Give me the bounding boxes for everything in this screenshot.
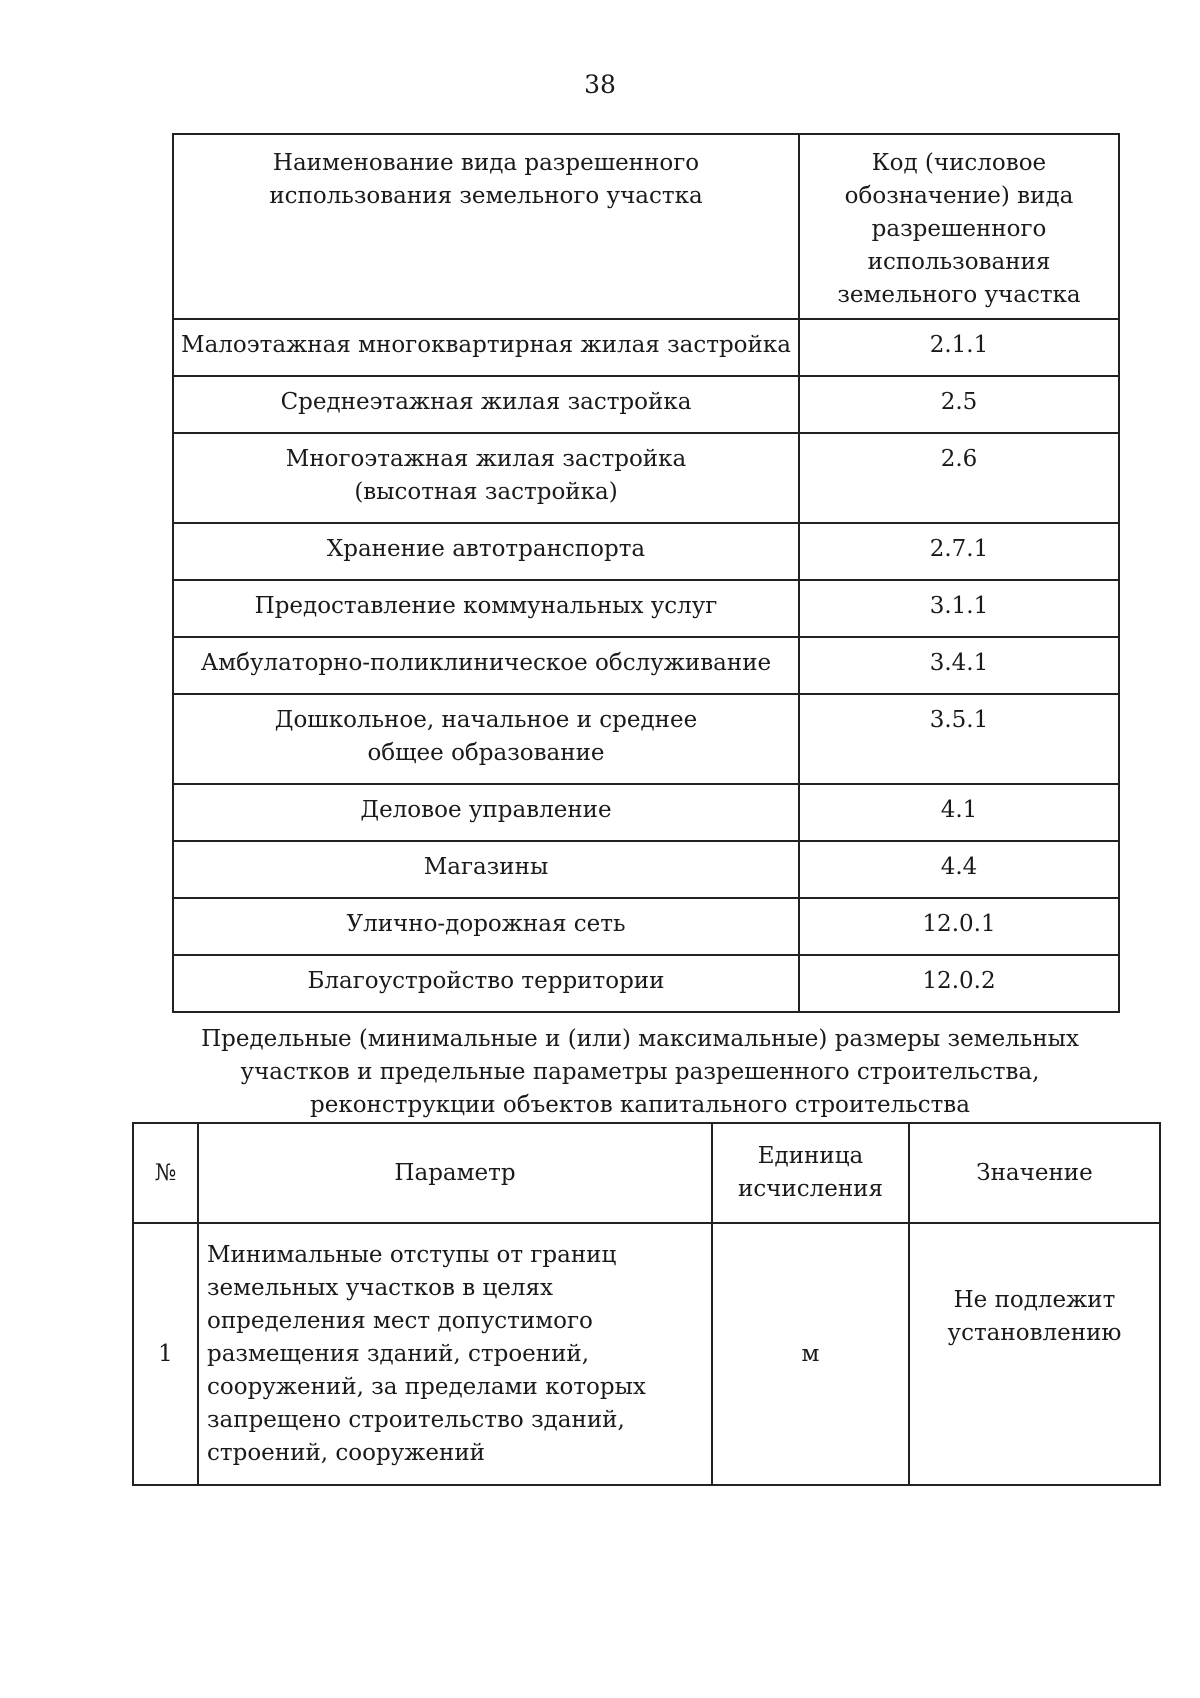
table-row (173, 433, 1119, 523)
table-row (173, 898, 1119, 955)
header-parameter: Параметр (198, 1123, 712, 1223)
use-code-cell: 3.4.1 (799, 637, 1119, 694)
table-row (173, 523, 1119, 580)
use-name-cell: Многоэтажная жилая застройка (высотная застройка) (173, 433, 799, 523)
table-row (133, 1223, 1160, 1485)
table-row (173, 376, 1119, 433)
header-use-code: Код (числовое обозначение) вида разрешенного использования земельного участка (799, 134, 1119, 319)
use-code-cell: 2.6 (799, 433, 1119, 523)
table-row (173, 319, 1119, 376)
use-name-cell: Благоустройство территории (173, 955, 799, 1012)
header-value: Значение (909, 1123, 1160, 1223)
use-code-cell: 12.0.1 (799, 898, 1119, 955)
use-name-cell: Среднеэтажная жилая застройка (173, 376, 799, 433)
use-name-cell: Дошкольное, начальное и среднее общее образование (173, 694, 799, 784)
header-use-name: Наименование вида разрешенного использования земельного участка (173, 134, 799, 319)
use-code-cell: 2.7.1 (799, 523, 1119, 580)
row-number-cell: 1 (133, 1223, 198, 1485)
page-number: 38 (584, 70, 616, 99)
use-name-cell: Амбулаторно-поликлиническое обслуживание (173, 637, 799, 694)
use-code-cell: 2.5 (799, 376, 1119, 433)
parameter-cell: Минимальные отступы от границ земельных участков в целях определения мест допустимого размещения зданий, строений, сооружений, за пределами которых запрещено строительство зданий, строений, сооружений (198, 1223, 712, 1485)
table-row (173, 841, 1119, 898)
use-name-cell: Предоставление коммунальных услуг (173, 580, 799, 637)
use-code-cell: 3.5.1 (799, 694, 1119, 784)
land-use-table (172, 133, 1120, 1013)
section-title: Предельные (минимальные и (или) максимальные) размеры земельных участков и предельные параметры разрешенного строительства, реконструкции объектов капитального строительства (201, 1026, 1079, 1118)
table-row (173, 637, 1119, 694)
table-header-row (133, 1123, 1160, 1223)
table-row (173, 580, 1119, 637)
table-row (173, 784, 1119, 841)
parameters-table (132, 1122, 1161, 1486)
table-row (173, 694, 1119, 784)
table-header-row (173, 134, 1119, 319)
header-unit: Единица исчисления (712, 1123, 909, 1223)
use-name-cell: Малоэтажная многоквартирная жилая застройка (173, 319, 799, 376)
value-cell: Не подлежит установлению (909, 1223, 1160, 1485)
use-code-cell: 3.1.1 (799, 580, 1119, 637)
use-code-cell: 4.1 (799, 784, 1119, 841)
use-code-cell: 4.4 (799, 841, 1119, 898)
use-code-cell: 2.1.1 (799, 319, 1119, 376)
use-name-cell: Улично-дорожная сеть (173, 898, 799, 955)
use-name-cell: Хранение автотранспорта (173, 523, 799, 580)
use-name-cell: Магазины (173, 841, 799, 898)
use-code-cell: 12.0.2 (799, 955, 1119, 1012)
use-name-cell: Деловое управление (173, 784, 799, 841)
table-row (173, 955, 1119, 1012)
header-number: № (133, 1123, 198, 1223)
unit-cell: м (712, 1223, 909, 1485)
